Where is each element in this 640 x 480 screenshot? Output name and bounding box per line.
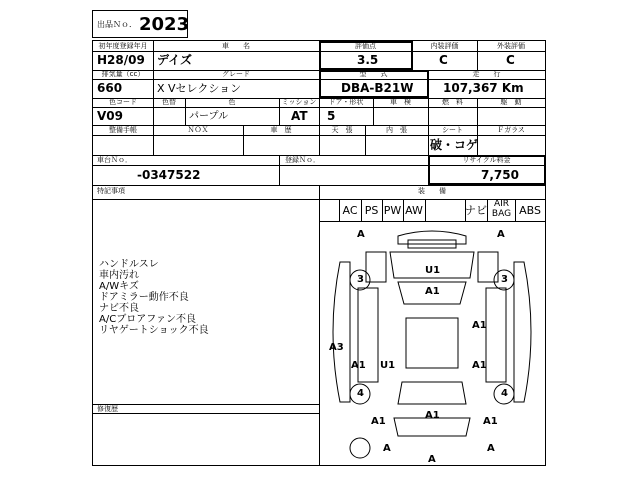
equip-navi: ナビ — [465, 204, 487, 217]
color-code-value: V09 — [97, 109, 123, 123]
mark-rear-bumper-left: A — [383, 443, 391, 454]
notes-title: 特記事項 — [97, 187, 125, 195]
reg-no-header: 登録Ｎｏ． — [285, 156, 320, 164]
equip-airbag: AIR BAG — [491, 199, 512, 219]
right-side-panel — [486, 288, 506, 382]
mark-front-left: A — [357, 229, 365, 240]
interior-header: 内装評価 — [430, 42, 459, 50]
score-header: 評価点 — [355, 42, 376, 50]
mark-rear-left-corner: A1 — [371, 416, 386, 427]
equip-aw: AW — [405, 204, 423, 217]
mark-rear-bumper-right: A — [487, 443, 495, 454]
displacement-header: 排気量（cc） — [101, 70, 145, 78]
displacement-value: 660 — [97, 81, 123, 95]
history-header: 車 歴 — [270, 126, 292, 134]
right-body-side — [514, 262, 531, 402]
mark-left-side: A3 — [329, 342, 344, 353]
repair-title: 修復歴 — [97, 405, 118, 413]
seat-header: シート — [442, 126, 463, 134]
reg-date-header: 初年度登録年月 — [98, 42, 148, 50]
mark-front-left-tire: 3 — [357, 274, 364, 285]
note-item: A/Cブロアファン不良 — [99, 314, 196, 325]
mark-windshield: A1 — [425, 286, 440, 297]
note-item: リヤゲートショック不良 — [99, 325, 209, 336]
recycle-value: 7,750 — [481, 168, 519, 182]
seat-value: 破・コゲ — [430, 138, 479, 152]
inspection-header: 車 検 — [390, 98, 411, 106]
equip-ps: PS — [364, 204, 379, 217]
mark-rear-left-tire: 4 — [357, 388, 364, 399]
mark-rear-glass: A1 — [425, 410, 440, 421]
right-front-fender — [478, 252, 498, 282]
note-item: ハンドルスレ — [99, 259, 159, 270]
transmission-value: AT — [291, 109, 308, 123]
transmission-header: ミッション — [281, 98, 317, 106]
equipment-title: 装 備 — [418, 187, 446, 195]
chassis-value: -0347522 — [137, 168, 201, 182]
doors-header: ドア・形状 — [328, 98, 364, 106]
color-value: パープル — [189, 111, 229, 122]
interior-value: C — [439, 53, 448, 67]
exterior-value: C — [506, 53, 515, 67]
mark-right-front-door: A1 — [472, 320, 487, 331]
mark-right-rear-door: A1 — [472, 360, 487, 371]
roof — [406, 318, 458, 368]
name-value: デイズ — [157, 53, 193, 67]
note-item: ナビ不良 — [99, 303, 139, 314]
glass-header: Ｆガラス — [497, 126, 525, 134]
grade-value: X Vセレクション — [157, 82, 242, 95]
mark-left-rear-door: A1 — [351, 360, 366, 371]
nox-header: ＮＯＸ — [187, 126, 209, 134]
color-header: 色 — [228, 98, 236, 106]
mark-hood: U1 — [425, 265, 441, 276]
drive-header: 駆 動 — [500, 98, 522, 106]
car-diagram — [320, 222, 544, 464]
left-body-side — [333, 262, 350, 402]
mark-front-right: A — [497, 229, 505, 240]
spare-tire-circle — [350, 438, 370, 458]
mark-roof-rear: U1 — [380, 360, 396, 371]
mileage-header: 走 行 — [472, 70, 501, 78]
grade-header: グレード — [222, 70, 250, 78]
equip-ac: AC — [342, 204, 358, 217]
mark-front-right-tire: 3 — [501, 274, 508, 285]
lot-number-label: 出品Ｎｏ． — [97, 20, 137, 29]
roof-header: 天 張 — [331, 126, 353, 134]
score-value: 3.5 — [357, 53, 379, 67]
chassis-header: 車台Ｎｏ． — [97, 156, 132, 164]
color-change-header: 色替 — [162, 98, 176, 106]
interior-lining-header: 内 張 — [386, 126, 407, 134]
note-item: A/Wキズ — [99, 281, 139, 292]
name-header: 車 名 — [222, 42, 250, 50]
exterior-header: 外装評価 — [497, 42, 525, 50]
color-code-header: 色コード — [109, 98, 137, 106]
manual-header: 整備手帳 — [109, 126, 137, 134]
rear-glass — [398, 382, 466, 404]
note-item: 車内汚れ — [99, 270, 139, 281]
fuel-header: 燃 料 — [442, 98, 463, 106]
notes-list — [99, 259, 209, 336]
equip-abs: ABS — [519, 204, 541, 217]
model-value: DBA-B21W — [341, 81, 414, 95]
note-item: ドアミラー動作不良 — [99, 292, 189, 303]
recycle-header: リサイクル料金 — [462, 156, 511, 164]
mark-rear-right-corner: A1 — [483, 416, 498, 427]
lot-number: 2023 — [139, 14, 190, 35]
reg-date-value: H28/09 — [97, 53, 145, 67]
model-header: 型 式 — [359, 70, 388, 78]
lot-number-box — [92, 10, 188, 38]
doors-value: 5 — [327, 109, 336, 123]
mark-rear-right-tire: 4 — [501, 388, 508, 399]
mark-rear-bumper: A — [428, 454, 436, 465]
left-front-fender — [366, 252, 386, 282]
equip-pw: PW — [383, 204, 402, 217]
mileage-value: 107,367 Km — [443, 81, 524, 95]
